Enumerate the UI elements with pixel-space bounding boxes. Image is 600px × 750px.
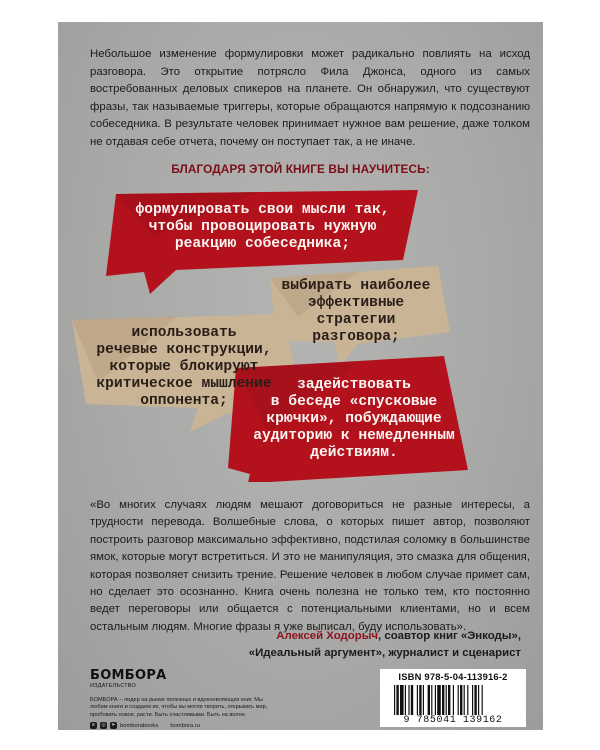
barcode-bar: [460, 685, 462, 715]
barcode-bar: [482, 685, 483, 715]
attribution-name: Алексей Ходорыч: [276, 630, 379, 642]
intro-paragraph: Небольшое изменение формулировки может радикально повлиять на исход разговора. Это открытие потрясло Фила Джонса, одного из самых востребованных деловых спикеров на планете. Он обнаружил, что существуют фразы, так называемые триггеры, которые обращаются напрямую к подсознанию собеседника. В результате человек принимает нужное вам решение, даже толком не отдавая себе отчета, почему он поступает так, а не иначе.: [90, 48, 530, 148]
barcode-bar: [396, 685, 398, 715]
bubble-1-text: формулировать свои мысли так, чтобы провоцировать нужную реакцию собеседника;: [135, 202, 390, 252]
barcode-bar: [408, 685, 409, 715]
publisher-logo: БОМБОРА: [90, 668, 167, 683]
attribution-line2: «Идеальный аргумент», журналист и сценарист: [248, 647, 521, 660]
learn-heading: БЛАГОДАРЯ ЭТОЙ КНИГЕ ВЫ НАУЧИТЕСЬ:: [171, 162, 430, 176]
instagram-icon: ◎: [101, 722, 106, 729]
barcode-bar: [448, 685, 450, 715]
barcode-bar: [394, 685, 395, 715]
barcode-bar: [435, 685, 436, 715]
barcode-bar: [411, 685, 413, 715]
barcode-bar: [428, 685, 430, 715]
barcode-bar: [417, 685, 418, 715]
publisher-logo-sub: ИЗДАТЕЛЬСТВО: [90, 683, 137, 689]
barcode-bar: [423, 685, 424, 715]
barcode-bar: [431, 685, 432, 715]
vk-icon: в: [90, 722, 97, 729]
endorsement-quote: «Во многих случаях людям мешают договориться не разные интересы, а трудности перевода. Волшебные слова, о которых пишет автор, позволяют построить разговор максимально эффективно, подстилая соломку в большинстве ямок, которые могут встретиться. И это не манипуляция, это смазка для общения, которая позволяет снизить трение. Решение человек в любом случае примет сам, но сделает это осознанно. Книга очень полезна не только тем, кто постоянно ведет переговоры или общается с потенциальными клиентами, но и всем остальным людям. Многие фразы я уже выписал, буду использовать».: [90, 499, 530, 633]
barcode-bar: [458, 685, 459, 715]
bubble-4-text: задействовать в беседе «спусковые крючки», побуждающие аудиторию к немедленным действиям.: [253, 377, 455, 461]
social-handle: bomborabooks: [120, 722, 159, 729]
telegram-icon: ➤: [111, 722, 116, 729]
bubble-2-text: выбирать наиболее эффективные стратегии разговора;: [281, 278, 431, 345]
barcode-bar: [464, 685, 465, 715]
publisher-site: bombora.ru: [170, 722, 201, 729]
quote-attribution: [249, 628, 521, 663]
barcode-bar: [446, 685, 447, 715]
barcode-bar: [400, 685, 404, 715]
barcode-bar: [453, 685, 454, 715]
attribution-line1: , соавтор книг «Энкоды»,: [378, 630, 521, 642]
publisher-social: [90, 722, 280, 729]
barcode-digits: 9 785041 139162: [403, 715, 503, 726]
publisher-description: БОМБОРА – лидер на рынке полезных и вдохновляющих книг. Мы любим книги и создаем их, чтобы вы могли творить, открывать мир, пробовать новое, расти. Быть счастливыми. Быть на волне.: [90, 697, 268, 718]
barcode-bar: [478, 685, 479, 715]
back-cover: [58, 22, 543, 730]
barcode-box: [380, 669, 526, 727]
isbn-number: ISBN 978-5-04-113916-2: [398, 671, 508, 682]
barcode-bar: [442, 685, 444, 715]
barcode-bar: [467, 685, 468, 715]
barcode-bar: [419, 685, 421, 715]
barcode-bar: [405, 685, 406, 715]
publisher-block: [90, 669, 280, 729]
barcode-bar: [474, 685, 476, 715]
bubble-3-text: использовать речевые конструкции, которые блокируют критическое мышление оппонента;: [96, 325, 272, 409]
barcode-bar: [472, 685, 473, 715]
barcode-bar: [437, 685, 441, 715]
